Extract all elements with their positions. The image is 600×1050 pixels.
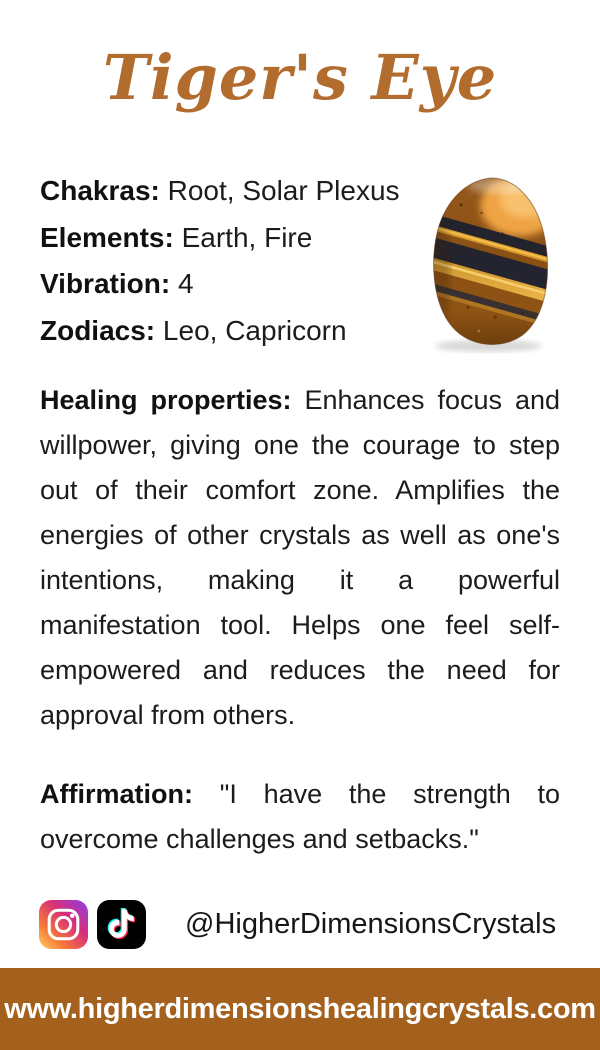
- healing-properties-text: Enhances focus and willpower, giving one the courage to step out of their comfort zone. Amplifies the energies of other crystals as well as one's intentions, making it a powerful manifestation tool. Helps one feel self-empowered and reduces the need for approval from others.: [40, 385, 560, 730]
- website-url: www.higherdimensionshealingcrystals.com: [4, 992, 596, 1025]
- healing-properties-paragraph: [40, 378, 560, 738]
- affirmation-text: "I have the strength to overcome challenges and setbacks.": [40, 779, 560, 854]
- attribute-label: Chakras:: [40, 175, 160, 206]
- attribute-chakras: [40, 168, 420, 215]
- attribute-label: Vibration:: [40, 268, 171, 299]
- affirmation-paragraph: [40, 772, 560, 862]
- attribute-elements: [40, 215, 420, 262]
- attribute-label: Zodiacs:: [40, 314, 156, 346]
- attribute-vibration: [40, 261, 420, 308]
- tiktok-icon: [96, 899, 147, 950]
- attribute-value: 4: [177, 268, 194, 299]
- attribute-value: Root, Solar Plexus: [167, 175, 400, 206]
- page-title: Tiger's Eye: [102, 41, 498, 114]
- attribute-value: Leo, Capricorn: [162, 314, 347, 346]
- social-handle: @HigherDimensionsCrystals: [185, 907, 557, 940]
- tigers-eye-stone-image: [420, 170, 557, 356]
- social-row: [38, 897, 562, 951]
- attribute-value: Earth, Fire: [181, 221, 313, 253]
- footer-banner: [0, 968, 600, 1050]
- attribute-label: Elements:: [40, 221, 174, 253]
- healing-properties-label: Healing properties:: [40, 385, 292, 415]
- affirmation-label: Affirmation:: [40, 779, 193, 809]
- instagram-icon: [38, 899, 89, 950]
- attributes-list: [40, 168, 420, 354]
- attribute-zodiacs: [40, 308, 420, 355]
